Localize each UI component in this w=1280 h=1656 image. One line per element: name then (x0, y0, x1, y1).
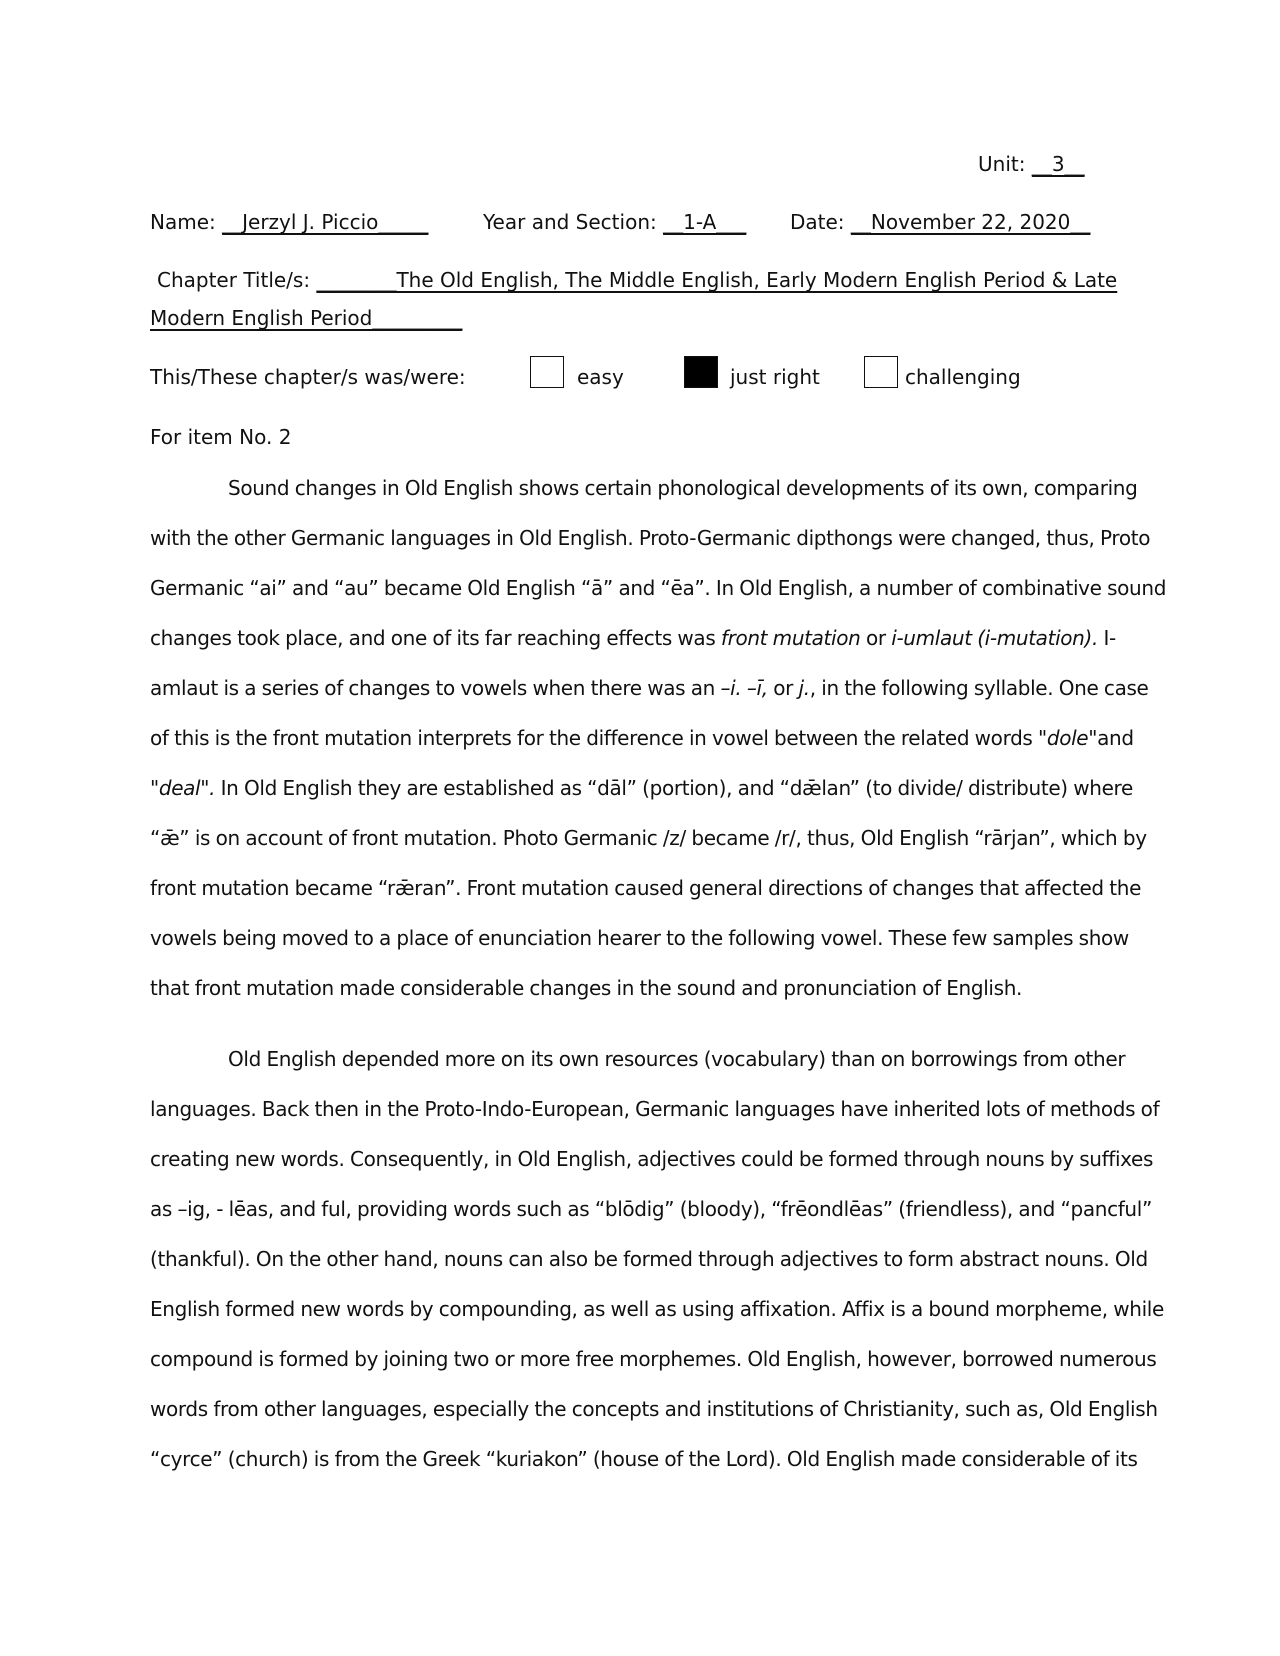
text-span: or (767, 676, 799, 700)
text-line: front mutation became “rǣran”. Front mutation caused general directions of changes that affected the (150, 876, 1142, 900)
italic-term: "deal". (150, 776, 216, 800)
text-span: of this is the front mutation interprets for the difference in vowel between the related words (150, 726, 1039, 750)
italic-term: i-umlaut (i-mutation). (891, 626, 1098, 650)
text-span: In Old English they are established as “dāl” (portion), and “dǣlan” (to divide/ distribute) where (215, 776, 1133, 800)
challenging-label: challenging (905, 365, 1021, 389)
italic-term: j. (798, 676, 810, 700)
date-field (790, 210, 1090, 234)
date-value: __November 22, 2020__ (850, 210, 1091, 234)
text-line: Sound changes in Old English shows certain phonological developments of its own, comparing (228, 476, 1138, 500)
paragraph-front-mutation (150, 463, 1167, 1013)
italic-term: front mutation (720, 626, 861, 650)
text-line (150, 663, 1149, 713)
unit-field (978, 152, 1085, 176)
just-right-checkbox[interactable] (684, 356, 718, 388)
italic-term: "dole" (1038, 726, 1098, 750)
text-line (150, 763, 1140, 813)
text-span: I- (1097, 626, 1116, 650)
unit-label: Unit: (978, 152, 1026, 176)
name-value: __Jerzyl J. Piccio_____ (222, 210, 429, 234)
challenging-checkbox[interactable] (864, 356, 898, 388)
year-section-field (483, 210, 746, 234)
text-span: amlaut is a series of changes to vowels when there was an (150, 676, 721, 700)
just-right-label: just right (730, 365, 820, 389)
text-line: languages. Back then in the Proto-Indo-European, Germanic languages have inherited lots of methods of (150, 1097, 1160, 1121)
text-line: that front mutation made considerable changes in the sound and pronunciation of English. (150, 976, 1023, 1000)
italic-term: –i. –ī, (720, 676, 768, 700)
text-line: Old English depended more on its own resources (vocabulary) than on borrowings from other (228, 1047, 1126, 1071)
chapter-title-label: Chapter Title/s: (157, 268, 311, 292)
text-span: or (860, 626, 892, 650)
text-line (150, 713, 1140, 763)
text-line: words from other languages, especially the concepts and institutions of Christianity, such as, Old English (150, 1397, 1158, 1421)
text-line: with the other Germanic languages in Old English. Proto-Germanic dipthongs were changed, thus, Proto (150, 526, 1151, 550)
chapter-title-field (157, 268, 1117, 292)
text-line: creating new words. Consequently, in Old English, adjectives could be formed through nouns by suffixes (150, 1147, 1154, 1171)
text-line: Germanic “ai” and “au” became Old English “ā” and “ēa”. In Old English, a number of combinative sound (150, 576, 1167, 600)
text-line: as –ig, - lēas, and ful, providing words such as “blōdig” (bloody), “frēondlēas” (friendless), and “pancful” (150, 1197, 1152, 1221)
text-line: (thankful). On the other hand, nouns can also be formed through adjectives to form abstract nouns. Old (150, 1247, 1148, 1271)
easy-label: easy (577, 365, 624, 389)
easy-checkbox[interactable] (530, 356, 564, 388)
text-line: vowels being moved to a place of enunciation hearer to the following vowel. These few samples show (150, 926, 1129, 950)
text-line: compound is formed by joining two or more free morphemes. Old English, however, borrowed numerous (150, 1347, 1157, 1371)
date-label: Date: (790, 210, 845, 234)
name-label: Name: (150, 210, 216, 234)
item-number-label: For item No. 2 (150, 425, 292, 449)
year-section-value: __1-A___ (663, 210, 747, 234)
year-section-label: Year and Section: (483, 210, 657, 234)
paragraph-vocabulary (150, 1034, 1164, 1484)
chapter-title-value-line1: ________The Old English, The Middle English, Early Modern English Period & Late (316, 268, 1118, 292)
text-span: , in the following syllable. One case (809, 676, 1149, 700)
chapter-title-value-line2: Modern English Period_________ (150, 306, 463, 330)
text-line: “ǣ” is on account of front mutation. Photo Germanic /z/ became /r/, thus, Old English “rārjan”, which by (150, 826, 1147, 850)
text-line: “cyrce” (church) is from the Greek “kuriakon” (house of the Lord). Old English made considerable of its (150, 1447, 1138, 1471)
rating-label: This/These chapter/s was/were: (150, 365, 466, 389)
name-field (150, 210, 428, 234)
text-span: and (1097, 726, 1134, 750)
text-line: English formed new words by compounding, as well as using affixation. Affix is a bound morpheme, while (150, 1297, 1164, 1321)
text-span: changes took place, and one of its far reaching effects was (150, 626, 721, 650)
text-line (150, 613, 1140, 663)
unit-value: __3__ (1031, 152, 1085, 176)
